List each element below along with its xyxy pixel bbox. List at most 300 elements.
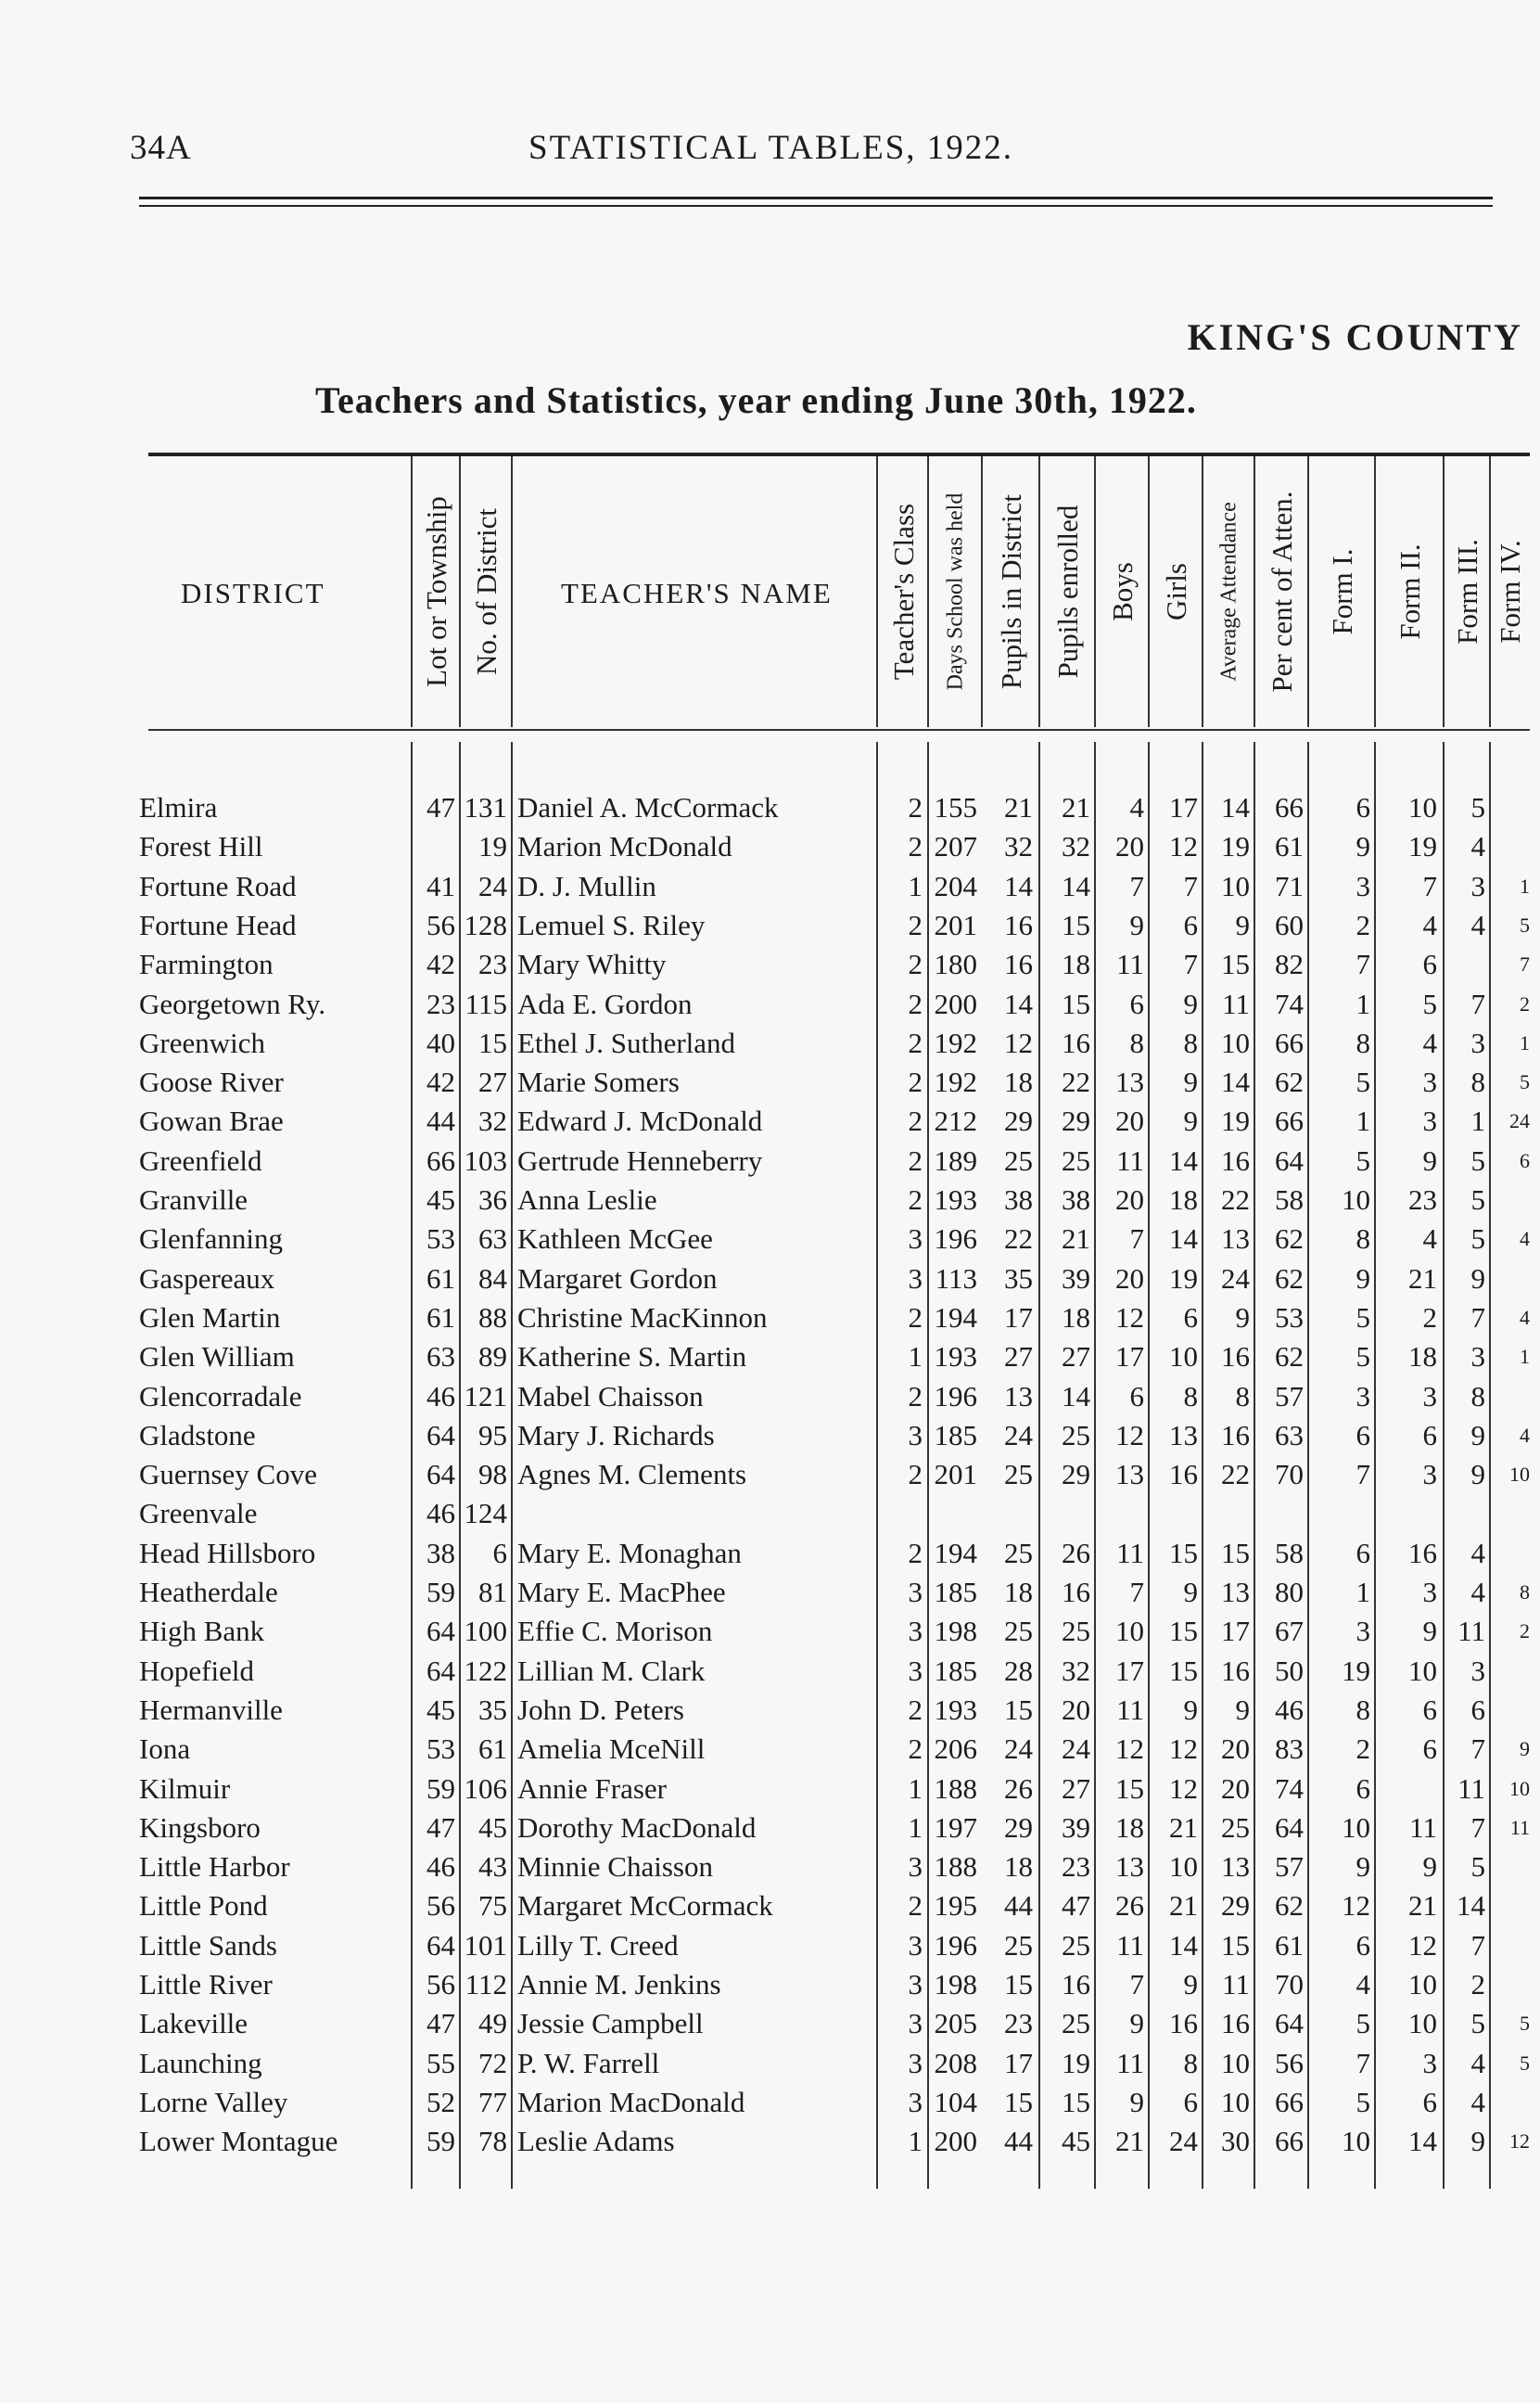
district-no-cell: 122 xyxy=(464,1654,507,1687)
days-held-cell: 201 xyxy=(934,1458,977,1491)
form1-cell: 5 xyxy=(1355,2085,1370,2118)
running-title: STATISTICAL TABLES, 1922. xyxy=(528,129,1014,167)
teacher-class-cell: 2 xyxy=(908,1732,923,1766)
table-row xyxy=(139,945,1530,984)
table-heading: Teachers and Statistics, year ending June 30th, 1922. xyxy=(315,379,1197,421)
form2-cell: 10 xyxy=(1408,2007,1437,2040)
table-row xyxy=(139,2083,1530,2122)
pupils-district-cell: 24 xyxy=(1004,1418,1033,1451)
avg-attendance-cell: 10 xyxy=(1221,2085,1250,2118)
form4-cell: 7 xyxy=(1520,952,1530,977)
form2-cell: 6 xyxy=(1422,948,1437,981)
form4-cell: 4 xyxy=(1520,1305,1530,1329)
table-row xyxy=(139,1770,1530,1809)
pupils-district-cell: 24 xyxy=(1004,1732,1033,1766)
district-no-cell: 36 xyxy=(478,1183,507,1216)
girls-cell: 15 xyxy=(1169,1654,1198,1687)
pct-attendance-cell: 82 xyxy=(1275,948,1304,981)
boys-cell: 20 xyxy=(1115,830,1144,863)
district-cell: Forest Hill xyxy=(139,830,263,863)
pct-attendance-cell: 62 xyxy=(1275,1340,1304,1374)
girls-cell: 7 xyxy=(1183,869,1198,902)
header-rule-top xyxy=(139,197,1493,199)
avg-attendance-cell: 14 xyxy=(1221,1066,1250,1099)
form1-cell: 6 xyxy=(1355,791,1370,824)
district-no-cell: 115 xyxy=(465,987,507,1020)
table-row xyxy=(139,1220,1530,1259)
girls-cell: 6 xyxy=(1183,2085,1198,2118)
days-held-cell: 200 xyxy=(934,987,977,1020)
col-pupils-enrolled-header: Pupils enrolled xyxy=(1038,456,1096,727)
teacher-name-cell: Christine MacKinnon xyxy=(517,1300,768,1334)
form1-cell: 8 xyxy=(1355,1222,1370,1256)
district-no-cell: 32 xyxy=(478,1105,507,1138)
form2-cell: 4 xyxy=(1422,1222,1437,1256)
days-held-cell: 198 xyxy=(934,1968,977,2000)
form3-cell: 9 xyxy=(1470,2125,1485,2158)
table-row xyxy=(139,1926,1530,1965)
lot-cell: 46 xyxy=(426,1497,455,1530)
form1-cell: 8 xyxy=(1355,1693,1370,1726)
col-avg-header: Average Attendance xyxy=(1202,456,1255,727)
form1-cell: 2 xyxy=(1355,908,1370,941)
pct-attendance-cell: 80 xyxy=(1275,1576,1304,1608)
girls-cell: 9 xyxy=(1183,1693,1198,1726)
pupils-district-cell: 18 xyxy=(1004,1066,1033,1099)
form2-cell: 6 xyxy=(1422,1732,1437,1766)
avg-attendance-cell: 10 xyxy=(1221,869,1250,902)
pupils-district-cell: 17 xyxy=(1004,2046,1033,2079)
pupils-enrolled-cell: 39 xyxy=(1062,1261,1090,1295)
pct-attendance-cell: 63 xyxy=(1275,1418,1304,1451)
pupils-district-cell: 16 xyxy=(1004,908,1033,941)
pupils-enrolled-cell: 14 xyxy=(1062,869,1090,902)
form1-cell: 19 xyxy=(1342,1654,1370,1687)
boys-cell: 20 xyxy=(1115,1261,1144,1295)
col-girls-header: Girls xyxy=(1148,456,1203,727)
days-held-cell: 188 xyxy=(934,1771,977,1805)
form4-cell: 6 xyxy=(1520,1148,1530,1172)
form1-cell: 3 xyxy=(1355,1379,1370,1412)
pupils-enrolled-cell: 21 xyxy=(1062,791,1090,824)
table-row xyxy=(139,1337,1530,1376)
teacher-name-cell: Katherine S. Martin xyxy=(517,1340,747,1374)
table-row xyxy=(139,2004,1530,2043)
girls-cell: 18 xyxy=(1169,1183,1198,1216)
girls-cell: 14 xyxy=(1169,1928,1198,1962)
pct-attendance-cell: 61 xyxy=(1275,830,1304,863)
pupils-enrolled-cell: 29 xyxy=(1062,1458,1090,1491)
boys-cell: 13 xyxy=(1115,1458,1144,1491)
table-row xyxy=(139,1455,1530,1494)
teacher-name-cell: Daniel A. McCormack xyxy=(517,791,779,824)
teacher-name-cell: Mary E. MacPhee xyxy=(517,1576,726,1608)
lot-cell: 66 xyxy=(426,1144,455,1177)
district-cell: Greenfield xyxy=(139,1144,262,1177)
pupils-district-cell: 27 xyxy=(1004,1340,1033,1374)
table-row xyxy=(139,1847,1530,1886)
lot-cell: 38 xyxy=(426,1536,455,1569)
pupils-district-cell: 25 xyxy=(1004,1615,1033,1648)
form1-cell: 4 xyxy=(1355,1968,1370,2000)
teacher-class-cell: 2 xyxy=(908,1458,923,1491)
boys-cell: 9 xyxy=(1129,2085,1144,2118)
lot-cell: 56 xyxy=(426,1968,455,2000)
form4-cell: 5 xyxy=(1520,1070,1530,1094)
col-form4-header: Form IV. xyxy=(1489,456,1530,727)
form1-cell: 12 xyxy=(1342,1889,1370,1923)
teacher-class-cell: 3 xyxy=(908,1576,923,1608)
lot-cell: 64 xyxy=(426,1654,455,1687)
header-rule-bottom xyxy=(139,205,1493,207)
district-cell: Greenwich xyxy=(139,1026,265,1059)
table-row xyxy=(139,906,1530,945)
teacher-name-cell: Margaret McCormack xyxy=(517,1889,773,1923)
form1-cell: 3 xyxy=(1355,1615,1370,1648)
boys-cell: 7 xyxy=(1129,1576,1144,1608)
boys-cell: 7 xyxy=(1129,869,1144,902)
form2-cell: 3 xyxy=(1422,1066,1437,1099)
boys-cell: 17 xyxy=(1115,1340,1144,1374)
col-lot-header: Lot or Township xyxy=(411,456,461,727)
days-held-cell: 180 xyxy=(934,948,977,981)
district-cell: Granville xyxy=(139,1183,248,1216)
teacher-class-cell: 3 xyxy=(908,1615,923,1648)
teacher-name-cell: Gertrude Henneberry xyxy=(517,1144,763,1177)
days-held-cell: 197 xyxy=(934,1810,977,1844)
pct-attendance-cell: 62 xyxy=(1275,1889,1304,1923)
table-row xyxy=(139,788,1530,827)
girls-cell: 7 xyxy=(1183,948,1198,981)
boys-cell: 9 xyxy=(1129,2007,1144,2040)
lot-cell: 53 xyxy=(426,1732,455,1766)
pupils-enrolled-cell: 25 xyxy=(1062,1928,1090,1962)
avg-attendance-cell: 9 xyxy=(1235,1693,1250,1726)
district-no-cell: 98 xyxy=(478,1458,507,1491)
boys-cell: 11 xyxy=(1116,1144,1144,1177)
pupils-enrolled-cell: 19 xyxy=(1062,2046,1090,2079)
teacher-name-cell: Ethel J. Sutherland xyxy=(517,1026,736,1059)
boys-cell: 11 xyxy=(1116,1928,1144,1962)
form2-cell: 10 xyxy=(1408,1968,1437,2000)
days-held-cell: 205 xyxy=(934,2007,977,2040)
avg-attendance-cell: 25 xyxy=(1221,1810,1250,1844)
teacher-name-cell: Ada E. Gordon xyxy=(517,987,693,1020)
district-cell: Lower Montague xyxy=(139,2125,338,2158)
pct-attendance-cell: 50 xyxy=(1275,1654,1304,1687)
pupils-district-cell: 14 xyxy=(1004,987,1033,1020)
lot-cell: 59 xyxy=(426,1771,455,1805)
pupils-enrolled-cell: 27 xyxy=(1062,1340,1090,1374)
form2-cell: 18 xyxy=(1408,1340,1437,1374)
form4-cell: 2 xyxy=(1520,1619,1530,1643)
pupils-enrolled-cell: 14 xyxy=(1062,1379,1090,1412)
district-no-cell: 112 xyxy=(465,1968,507,2000)
table-row xyxy=(139,1534,1530,1573)
district-no-cell: 88 xyxy=(478,1300,507,1334)
teacher-class-cell: 3 xyxy=(908,2007,923,2040)
pupils-enrolled-cell: 16 xyxy=(1062,1968,1090,2000)
teacher-class-cell: 2 xyxy=(908,987,923,1020)
form4-cell: 1 xyxy=(1520,1345,1530,1369)
boys-cell: 11 xyxy=(1116,2046,1144,2079)
girls-cell: 19 xyxy=(1169,1261,1198,1295)
form3-cell: 11 xyxy=(1457,1615,1485,1648)
girls-cell: 8 xyxy=(1183,1379,1198,1412)
girls-cell: 9 xyxy=(1183,1968,1198,2000)
district-no-cell: 49 xyxy=(478,2007,507,2040)
girls-cell: 12 xyxy=(1169,1771,1198,1805)
teacher-class-cell: 2 xyxy=(908,908,923,941)
lot-cell: 59 xyxy=(426,2125,455,2158)
form2-cell: 10 xyxy=(1408,791,1437,824)
teacher-class-cell: 1 xyxy=(908,869,923,902)
days-held-cell: 192 xyxy=(934,1066,977,1099)
girls-cell: 21 xyxy=(1169,1810,1198,1844)
col-boys-header: Boys xyxy=(1094,456,1150,727)
boys-cell: 4 xyxy=(1129,791,1144,824)
col-district-header: DISTRICT xyxy=(181,577,325,609)
pct-attendance-cell: 74 xyxy=(1275,1771,1304,1805)
pct-attendance-cell: 62 xyxy=(1275,1066,1304,1099)
form1-cell: 1 xyxy=(1355,1576,1370,1608)
lot-cell: 40 xyxy=(426,1026,455,1059)
boys-cell: 11 xyxy=(1116,1693,1144,1726)
days-held-cell: 185 xyxy=(934,1654,977,1687)
lot-cell: 46 xyxy=(426,1379,455,1412)
pupils-district-cell: 25 xyxy=(1004,1536,1033,1569)
boys-cell: 7 xyxy=(1129,1968,1144,2000)
district-no-cell: 81 xyxy=(478,1576,507,1608)
pct-attendance-cell: 62 xyxy=(1275,1261,1304,1295)
col-form3-header: Form III. xyxy=(1443,456,1491,727)
teacher-name-cell: Mary E. Monaghan xyxy=(517,1536,742,1569)
table-row xyxy=(139,1416,1530,1455)
avg-attendance-cell: 24 xyxy=(1221,1261,1250,1295)
pupils-enrolled-cell: 45 xyxy=(1062,2125,1090,2158)
form3-cell: 3 xyxy=(1470,1654,1485,1687)
teacher-name-cell: Minnie Chaisson xyxy=(517,1850,713,1884)
avg-attendance-cell: 13 xyxy=(1221,1850,1250,1884)
teacher-name-cell: Edward J. McDonald xyxy=(517,1105,763,1138)
form1-cell: 7 xyxy=(1355,948,1370,981)
days-held-cell: 185 xyxy=(934,1576,977,1608)
avg-attendance-cell: 30 xyxy=(1221,2125,1250,2158)
boys-cell: 13 xyxy=(1115,1850,1144,1884)
lot-cell: 64 xyxy=(426,1928,455,1962)
district-no-cell: 124 xyxy=(464,1497,507,1530)
pct-attendance-cell: 57 xyxy=(1275,1850,1304,1884)
form1-cell: 6 xyxy=(1355,1536,1370,1569)
lot-cell: 42 xyxy=(426,1066,455,1099)
teacher-name-cell: Margaret Gordon xyxy=(517,1261,718,1295)
pupils-district-cell: 32 xyxy=(1004,830,1033,863)
avg-attendance-cell: 13 xyxy=(1221,1576,1250,1608)
pupils-enrolled-cell: 23 xyxy=(1062,1850,1090,1884)
pct-attendance-cell: 66 xyxy=(1275,1026,1304,1059)
pupils-district-cell: 15 xyxy=(1004,1693,1033,1726)
district-no-cell: 15 xyxy=(478,1026,507,1059)
form4-cell: 10 xyxy=(1509,1776,1530,1800)
pupils-district-cell: 28 xyxy=(1004,1654,1033,1687)
form2-cell: 3 xyxy=(1422,1576,1437,1608)
form3-cell: 4 xyxy=(1470,830,1485,863)
pupils-district-cell: 15 xyxy=(1004,2085,1033,2118)
district-no-cell: 23 xyxy=(478,948,507,981)
lot-cell: 47 xyxy=(426,1810,455,1844)
girls-cell: 6 xyxy=(1183,908,1198,941)
district-cell: Little Pond xyxy=(139,1889,268,1923)
district-cell: Goose River xyxy=(139,1066,284,1099)
avg-attendance-cell: 20 xyxy=(1221,1732,1250,1766)
girls-cell: 8 xyxy=(1183,2046,1198,2079)
girls-cell: 15 xyxy=(1169,1536,1198,1569)
form4-cell: 5 xyxy=(1520,913,1530,937)
form1-cell: 1 xyxy=(1355,1105,1370,1138)
days-held-cell: 196 xyxy=(934,1928,977,1962)
district-cell: Greenvale xyxy=(139,1497,258,1530)
form4-cell: 24 xyxy=(1509,1109,1530,1133)
teacher-class-cell: 3 xyxy=(908,1928,923,1962)
lot-cell: 52 xyxy=(426,2085,455,2118)
lot-cell: 44 xyxy=(426,1105,455,1138)
lot-cell: 63 xyxy=(426,1340,455,1374)
boys-cell: 12 xyxy=(1115,1418,1144,1451)
district-no-cell: 27 xyxy=(478,1066,507,1099)
form2-cell: 10 xyxy=(1408,1654,1437,1687)
district-cell: Lakeville xyxy=(139,2007,248,2040)
header-bottom-rule xyxy=(148,729,1530,731)
girls-cell: 13 xyxy=(1169,1418,1198,1451)
girls-cell: 16 xyxy=(1169,1458,1198,1491)
avg-attendance-cell: 14 xyxy=(1221,791,1250,824)
form3-cell: 6 xyxy=(1470,1693,1485,1726)
form2-cell: 16 xyxy=(1408,1536,1437,1569)
form1-cell: 6 xyxy=(1355,1771,1370,1805)
pupils-district-cell: 38 xyxy=(1004,1183,1033,1216)
teacher-name-cell: Annie Fraser xyxy=(517,1771,667,1805)
days-held-cell: 195 xyxy=(934,1889,977,1923)
pupils-district-cell: 22 xyxy=(1004,1222,1033,1256)
teacher-name-cell: Kathleen McGee xyxy=(517,1222,713,1256)
district-no-cell: 35 xyxy=(478,1693,507,1726)
avg-attendance-cell: 9 xyxy=(1235,908,1250,941)
girls-cell: 10 xyxy=(1169,1340,1198,1374)
form2-cell: 3 xyxy=(1422,1379,1437,1412)
teacher-class-cell: 3 xyxy=(908,1261,923,1295)
teacher-class-cell: 1 xyxy=(908,1771,923,1805)
pupils-district-cell: 25 xyxy=(1004,1928,1033,1962)
form1-cell: 8 xyxy=(1355,1026,1370,1059)
teacher-class-cell: 2 xyxy=(908,830,923,863)
form3-cell: 8 xyxy=(1470,1066,1485,1099)
teacher-class-cell: 1 xyxy=(908,2125,923,2158)
col-pct-header: Per cent of Atten. xyxy=(1254,456,1309,727)
pupils-enrolled-cell: 39 xyxy=(1062,1810,1090,1844)
boys-cell: 15 xyxy=(1115,1771,1144,1805)
form2-cell: 14 xyxy=(1408,2125,1437,2158)
form2-cell: 4 xyxy=(1422,908,1437,941)
district-cell: Glen Martin xyxy=(139,1300,281,1334)
form3-cell: 5 xyxy=(1470,1144,1485,1177)
days-held-cell: 193 xyxy=(934,1183,977,1216)
form3-cell: 3 xyxy=(1470,1026,1485,1059)
pupils-district-cell: 16 xyxy=(1004,948,1033,981)
form2-cell: 7 xyxy=(1422,869,1437,902)
table-row xyxy=(139,1024,1530,1063)
district-no-cell: 45 xyxy=(478,1810,507,1844)
boys-cell: 17 xyxy=(1115,1654,1144,1687)
district-no-cell: 61 xyxy=(478,1732,507,1766)
pct-attendance-cell: 66 xyxy=(1275,1105,1304,1138)
days-held-cell: 208 xyxy=(934,2046,977,2079)
lot-cell: 46 xyxy=(426,1850,455,1884)
girls-cell: 6 xyxy=(1183,1300,1198,1334)
teacher-name-cell: Agnes M. Clements xyxy=(517,1458,747,1491)
col-pupils-district-header: Pupils in District xyxy=(981,456,1040,727)
teacher-class-cell: 1 xyxy=(908,1810,923,1844)
district-no-cell: 95 xyxy=(478,1418,507,1451)
pupils-enrolled-cell: 18 xyxy=(1062,1300,1090,1334)
pupils-enrolled-cell: 22 xyxy=(1062,1066,1090,1099)
form3-cell: 9 xyxy=(1470,1261,1485,1295)
pupils-enrolled-cell: 16 xyxy=(1062,1576,1090,1608)
boys-cell: 6 xyxy=(1129,1379,1144,1412)
days-held-cell: 200 xyxy=(934,2125,977,2158)
teacher-name-cell: Amelia MceNill xyxy=(517,1732,706,1766)
teacher-name-cell: Marion MacDonald xyxy=(517,2085,745,2118)
form2-cell: 2 xyxy=(1422,1300,1437,1334)
district-cell: Glen William xyxy=(139,1340,295,1374)
form1-cell: 9 xyxy=(1355,1850,1370,1884)
pct-attendance-cell: 57 xyxy=(1275,1379,1304,1412)
form1-cell: 10 xyxy=(1342,1183,1370,1216)
pupils-district-cell: 23 xyxy=(1004,2007,1033,2040)
form1-cell: 1 xyxy=(1355,987,1370,1020)
pupils-enrolled-cell: 32 xyxy=(1062,1654,1090,1687)
district-no-cell: 75 xyxy=(478,1889,507,1923)
days-held-cell: 204 xyxy=(934,869,977,902)
pct-attendance-cell: 58 xyxy=(1275,1183,1304,1216)
pupils-enrolled-cell: 27 xyxy=(1062,1771,1090,1805)
table-row xyxy=(139,1886,1530,1925)
district-no-cell: 131 xyxy=(464,791,507,824)
pupils-enrolled-cell: 47 xyxy=(1062,1889,1090,1923)
pupils-enrolled-cell: 16 xyxy=(1062,1026,1090,1059)
form1-cell: 9 xyxy=(1355,1261,1370,1295)
table-row xyxy=(139,1612,1530,1651)
col-form1-header: Form I. xyxy=(1307,456,1376,727)
avg-attendance-cell: 29 xyxy=(1221,1889,1250,1923)
lot-cell: 59 xyxy=(426,1576,455,1608)
teacher-class-cell: 3 xyxy=(908,2085,923,2118)
teacher-class-cell: 3 xyxy=(908,1654,923,1687)
district-cell: Georgetown Ry. xyxy=(139,987,326,1020)
form1-cell: 9 xyxy=(1355,830,1370,863)
form2-cell: 9 xyxy=(1422,1850,1437,1884)
teacher-name-cell: Mary J. Richards xyxy=(517,1418,715,1451)
boys-cell: 12 xyxy=(1115,1732,1144,1766)
pct-attendance-cell: 66 xyxy=(1275,2125,1304,2158)
teacher-class-cell: 2 xyxy=(908,1144,923,1177)
teacher-name-cell: Mary Whitty xyxy=(517,948,667,981)
form2-cell: 6 xyxy=(1422,1418,1437,1451)
form3-cell: 4 xyxy=(1470,1576,1485,1608)
days-held-cell: 113 xyxy=(935,1261,977,1295)
district-cell: Launching xyxy=(139,2046,262,2079)
form4-cell: 5 xyxy=(1520,2051,1530,2075)
district-cell: Lorne Valley xyxy=(139,2085,288,2118)
